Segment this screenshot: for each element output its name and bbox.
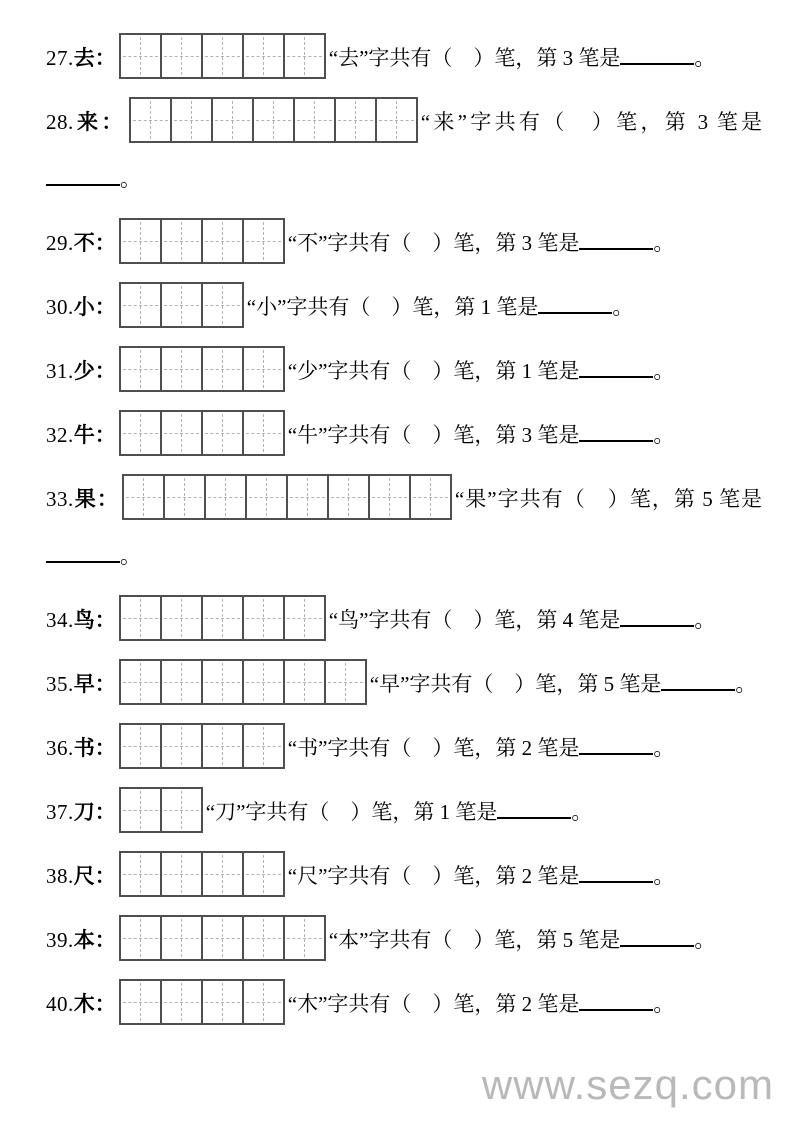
question-period: 。 <box>694 928 716 952</box>
item-headword: 早 <box>73 672 95 696</box>
writing-practice-grid <box>119 787 203 833</box>
item-number: 35. <box>46 672 74 696</box>
tianzige-box <box>286 474 329 520</box>
tianzige-box <box>242 851 285 897</box>
question-period: 。 <box>653 864 675 888</box>
question-period: 。 <box>653 359 675 383</box>
question-text: “刀”字共有（ ）笔，第 1 笔是 <box>205 800 498 824</box>
item-headword: 鸟 <box>73 608 95 632</box>
tianzige-box <box>119 410 162 456</box>
exercise-item <box>46 343 762 400</box>
writing-practice-grid <box>119 346 285 392</box>
exercise-item <box>46 784 762 841</box>
item-headword: 书 <box>73 736 95 760</box>
tianzige-box <box>242 595 285 641</box>
item-number: 36. <box>46 736 74 760</box>
item-colon: ： <box>94 423 116 447</box>
answer-blank <box>620 623 694 627</box>
tianzige-box <box>122 474 165 520</box>
tianzige-box <box>409 474 452 520</box>
tianzige-box <box>242 915 285 961</box>
item-colon: ： <box>94 992 116 1016</box>
question-text: “本”字共有（ ）笔，第 5 笔是 <box>328 928 621 952</box>
tianzige-box <box>283 915 326 961</box>
tianzige-box <box>170 97 213 143</box>
tianzige-box <box>160 282 203 328</box>
exercise-item <box>46 279 762 336</box>
answer-blank <box>579 879 653 883</box>
tianzige-box <box>245 474 288 520</box>
item-colon: ： <box>94 864 116 888</box>
item-headword: 少 <box>73 359 95 383</box>
question-text: “尺”字共有（ ）笔，第 2 笔是 <box>287 864 580 888</box>
tianzige-box <box>334 97 377 143</box>
tianzige-box <box>283 659 326 705</box>
tianzige-box <box>160 659 203 705</box>
question-text: “书”字共有（ ）笔，第 2 笔是 <box>287 736 580 760</box>
tianzige-box <box>201 410 244 456</box>
item-number: 30. <box>46 295 74 319</box>
tianzige-box <box>375 97 418 143</box>
item-colon: ： <box>94 46 116 70</box>
tianzige-box <box>160 915 203 961</box>
tianzige-box <box>119 346 162 392</box>
tianzige-box <box>201 659 244 705</box>
tianzige-box <box>119 915 162 961</box>
answer-blank <box>579 1007 653 1011</box>
answer-blank <box>620 61 694 65</box>
question-text: “来”字共有（ ）笔，第 3 笔是 <box>420 110 763 134</box>
tianzige-box <box>160 346 203 392</box>
item-headword: 果 <box>73 487 97 511</box>
tianzige-box <box>283 33 326 79</box>
tianzige-box <box>242 33 285 79</box>
question-period: 。 <box>694 46 716 70</box>
question-text: “牛”字共有（ ）笔，第 3 笔是 <box>287 423 580 447</box>
exercise-item <box>46 976 762 1033</box>
writing-practice-grid <box>119 659 367 705</box>
tianzige-box <box>119 787 162 833</box>
tianzige-box <box>242 979 285 1025</box>
writing-practice-grid <box>119 979 285 1025</box>
tianzige-box <box>242 346 285 392</box>
answer-blank <box>538 310 612 314</box>
exercise-item <box>46 407 762 464</box>
tianzige-box <box>242 410 285 456</box>
question-period: 。 <box>653 736 675 760</box>
item-colon: ： <box>94 608 116 632</box>
tianzige-box <box>119 659 162 705</box>
tianzige-box <box>201 346 244 392</box>
question-period: 。 <box>653 992 675 1016</box>
question-period: 。 <box>120 167 141 191</box>
writing-practice-grid <box>119 218 285 264</box>
writing-practice-grid <box>119 723 285 769</box>
exercise-item <box>46 471 762 585</box>
tianzige-box <box>211 97 254 143</box>
item-headword: 牛 <box>73 423 95 447</box>
tianzige-box <box>201 33 244 79</box>
tianzige-box <box>119 33 162 79</box>
tianzige-box <box>283 595 326 641</box>
question-text: “果”字共有（ ）笔，第 5 笔是 <box>454 487 763 511</box>
answer-blank <box>579 751 653 755</box>
writing-practice-grid <box>129 97 418 143</box>
tianzige-box <box>119 595 162 641</box>
tianzige-box <box>201 979 244 1025</box>
question-period: 。 <box>571 800 593 824</box>
question-period: 。 <box>612 295 634 319</box>
tianzige-box <box>160 979 203 1025</box>
tianzige-box <box>160 218 203 264</box>
tianzige-box <box>119 723 162 769</box>
question-text: “木”字共有（ ）笔，第 2 笔是 <box>287 992 580 1016</box>
question-period: 。 <box>653 423 675 447</box>
item-headword: 刀 <box>73 800 95 824</box>
exercise-item <box>46 912 762 969</box>
question-period: 。 <box>735 672 757 696</box>
tianzige-box <box>252 97 295 143</box>
item-headword: 不 <box>73 231 95 255</box>
answer-blank <box>579 438 653 442</box>
tianzige-box <box>368 474 411 520</box>
answer-blank <box>497 815 571 819</box>
item-colon: ： <box>94 800 116 824</box>
tianzige-box <box>327 474 370 520</box>
item-colon: ： <box>94 928 116 952</box>
item-headword: 本 <box>73 928 95 952</box>
question-text: “鸟”字共有（ ）笔，第 4 笔是 <box>328 608 621 632</box>
item-headword: 来 <box>73 110 102 134</box>
item-colon: ： <box>96 487 119 511</box>
item-number: 33. <box>46 487 74 511</box>
item-colon: ： <box>94 231 116 255</box>
writing-practice-grid <box>119 595 326 641</box>
answer-blank <box>46 559 120 563</box>
exercise-item <box>46 848 762 905</box>
item-colon: ： <box>94 736 116 760</box>
tianzige-box <box>201 915 244 961</box>
tianzige-box <box>324 659 367 705</box>
tianzige-box <box>293 97 336 143</box>
question-period: 。 <box>653 231 675 255</box>
tianzige-box <box>201 282 244 328</box>
answer-blank <box>579 246 653 250</box>
tianzige-box <box>129 97 172 143</box>
tianzige-box <box>160 787 203 833</box>
answer-blank <box>620 943 694 947</box>
item-number: 37. <box>46 800 74 824</box>
writing-practice-grid <box>119 410 285 456</box>
item-number: 39. <box>46 928 74 952</box>
item-number: 27. <box>46 46 74 70</box>
item-number: 29. <box>46 231 74 255</box>
question-text: “不”字共有（ ）笔，第 3 笔是 <box>287 231 580 255</box>
item-colon: ： <box>94 359 116 383</box>
answer-blank <box>661 687 735 691</box>
tianzige-box <box>160 851 203 897</box>
exercise-list <box>46 30 762 1033</box>
item-number: 31. <box>46 359 74 383</box>
tianzige-box <box>119 282 162 328</box>
tianzige-box <box>163 474 206 520</box>
question-text: “小”字共有（ ）笔，第 1 笔是 <box>246 295 539 319</box>
tianzige-box <box>201 218 244 264</box>
item-number: 32. <box>46 423 74 447</box>
watermark-text: www.sezq.com <box>481 1061 774 1108</box>
question-period: 。 <box>694 608 716 632</box>
tianzige-box <box>201 595 244 641</box>
tianzige-box <box>242 723 285 769</box>
item-headword: 木 <box>73 992 95 1016</box>
answer-blank <box>579 374 653 378</box>
item-number: 34. <box>46 608 74 632</box>
item-headword: 去 <box>73 46 95 70</box>
answer-blank <box>46 182 120 186</box>
item-headword: 小 <box>73 295 95 319</box>
tianzige-box <box>204 474 247 520</box>
tianzige-box <box>160 595 203 641</box>
tianzige-box <box>242 659 285 705</box>
item-number: 28. <box>46 110 74 134</box>
item-headword: 尺 <box>73 864 95 888</box>
item-colon: ： <box>94 295 116 319</box>
exercise-item <box>46 215 762 272</box>
question-text: “早”字共有（ ）笔，第 5 笔是 <box>369 672 662 696</box>
question-text: “少”字共有（ ）笔，第 1 笔是 <box>287 359 580 383</box>
tianzige-box <box>119 979 162 1025</box>
writing-practice-grid <box>119 851 285 897</box>
tianzige-box <box>201 851 244 897</box>
question-text: “去”字共有（ ）笔，第 3 笔是 <box>328 46 621 70</box>
exercise-item <box>46 656 762 713</box>
item-colon: ： <box>94 672 116 696</box>
tianzige-box <box>160 723 203 769</box>
exercise-item <box>46 94 762 208</box>
item-number: 40. <box>46 992 74 1016</box>
tianzige-box <box>201 723 244 769</box>
writing-practice-grid <box>122 474 452 520</box>
exercise-item <box>46 592 762 649</box>
tianzige-box <box>242 218 285 264</box>
tianzige-box <box>160 33 203 79</box>
tianzige-box <box>160 410 203 456</box>
writing-practice-grid <box>119 282 244 328</box>
writing-practice-grid <box>119 33 326 79</box>
writing-practice-grid <box>119 915 326 961</box>
tianzige-box <box>119 851 162 897</box>
exercise-item <box>46 720 762 777</box>
tianzige-box <box>119 218 162 264</box>
item-number: 38. <box>46 864 74 888</box>
question-period: 。 <box>120 544 141 568</box>
exercise-item <box>46 30 762 87</box>
item-colon: ： <box>101 110 126 134</box>
